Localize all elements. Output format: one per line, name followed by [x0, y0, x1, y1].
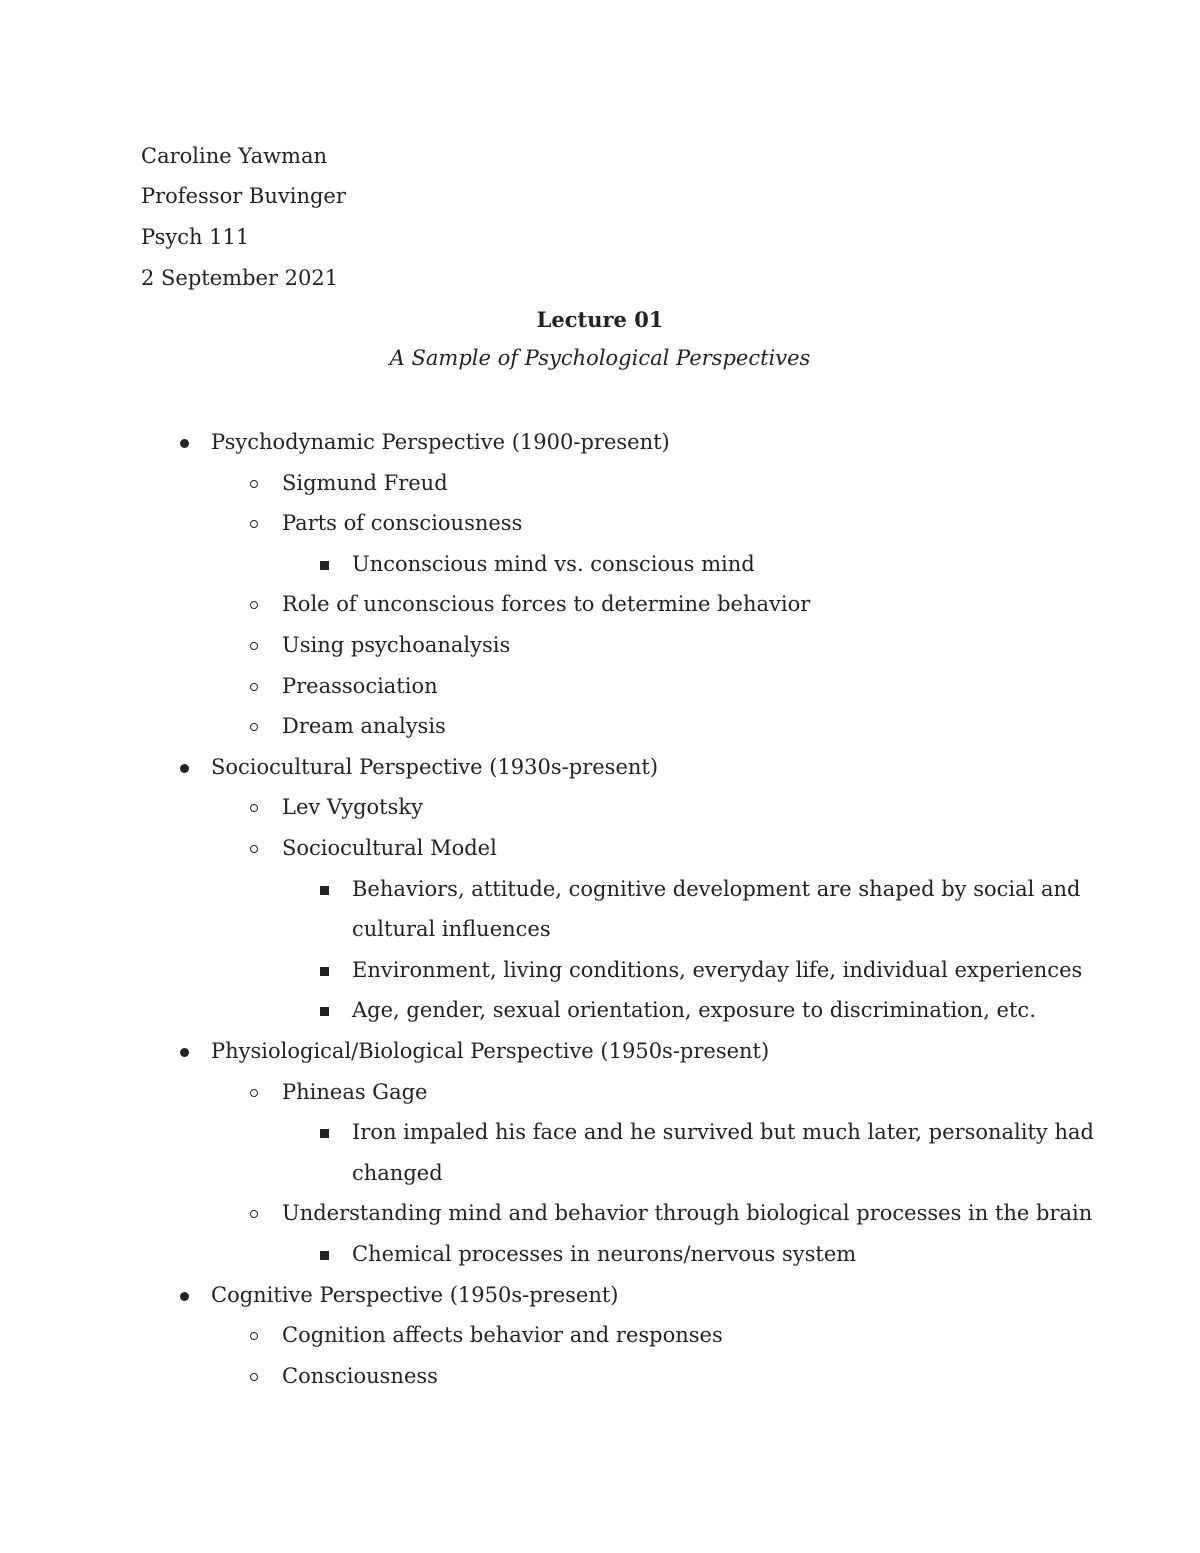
bullet-square-icon	[320, 1007, 329, 1016]
bullet-circle-icon	[250, 683, 258, 691]
outline-item-level-2: Phineas Gage	[282, 1079, 428, 1104]
bullet-circle-icon	[250, 1210, 258, 1218]
bullet-square-icon	[320, 886, 329, 895]
outline-item-level-3: Unconscious mind vs. conscious mind	[352, 551, 755, 576]
outline-item-level-2: Dream analysis	[282, 714, 446, 739]
bullet-square-icon	[320, 1251, 329, 1260]
bullet-circle-icon	[250, 845, 258, 853]
outline-item-level-2: Using psychoanalysis	[282, 633, 511, 657]
bullet-circle-icon	[250, 804, 258, 812]
bullet-square-icon	[320, 967, 329, 976]
course-name: Psych 111	[141, 225, 250, 249]
bullet-circle-icon	[250, 1089, 258, 1097]
outline-item-level-1: Sociocultural Perspective (1930s-present)	[211, 754, 659, 779]
bullet-disc-icon	[180, 1292, 189, 1301]
outline-item-level-2: Cognition affects behavior and responses	[282, 1323, 723, 1348]
document-date: 2 September 2021	[141, 266, 339, 290]
author-name: Caroline Yawman	[141, 144, 328, 168]
bullet-circle-icon	[250, 601, 258, 609]
bullet-circle-icon	[250, 480, 258, 488]
bullet-square-icon	[320, 561, 329, 570]
outline-item-level-2: Lev Vygotsky	[282, 795, 423, 820]
bullet-circle-icon	[250, 642, 258, 650]
outline-item-level-2: Sociocultural Model	[282, 836, 497, 860]
outline-item-level-2: Role of unconscious forces to determine behavior	[282, 592, 811, 617]
page-title: Lecture 01	[536, 307, 664, 332]
bullet-circle-icon	[250, 520, 258, 528]
bullet-disc-icon	[180, 764, 189, 773]
page-subtitle: A Sample of Psychological Perspectives	[389, 346, 811, 370]
outline-item-level-3: Chemical processes in neurons/nervous system	[352, 1242, 857, 1266]
outline-item-continuation: cultural influences	[352, 917, 551, 942]
outline-item-level-2: Consciousness	[282, 1363, 438, 1388]
outline-item-level-3: Behaviors, attitude, cognitive development are shaped by social and	[352, 876, 1081, 901]
outline-item-level-1: Cognitive Perspective (1950s-present)	[211, 1282, 619, 1307]
outline-item-level-1: Physiological/Biological Perspective (1950s-present)	[211, 1039, 770, 1063]
outline-item-continuation: changed	[352, 1160, 443, 1185]
outline-item-level-2: Sigmund Freud	[282, 470, 448, 495]
bullet-circle-icon	[250, 723, 258, 731]
bullet-circle-icon	[250, 1373, 258, 1381]
outline-item-level-3: Age, gender, sexual orientation, exposure to discrimination, etc.	[352, 998, 1036, 1023]
outline-item-level-3: Iron impaled his face and he survived but much later, personality had	[352, 1120, 1094, 1145]
bullet-square-icon	[320, 1129, 329, 1138]
outline-item-level-2: Understanding mind and behavior through biological processes in the brain	[282, 1201, 1093, 1226]
bullet-circle-icon	[250, 1332, 258, 1340]
outline-item-level-2: Parts of consciousness	[282, 511, 523, 536]
outline-item-level-1: Psychodynamic Perspective (1900-present)	[211, 430, 670, 454]
bullet-disc-icon	[180, 439, 189, 448]
outline-item-level-2: Preassociation	[282, 673, 438, 698]
bullet-disc-icon	[180, 1048, 189, 1057]
outline-item-level-3: Environment, living conditions, everyday life, individual experiences	[352, 957, 1083, 982]
instructor-name: Professor Buvinger	[141, 184, 346, 208]
